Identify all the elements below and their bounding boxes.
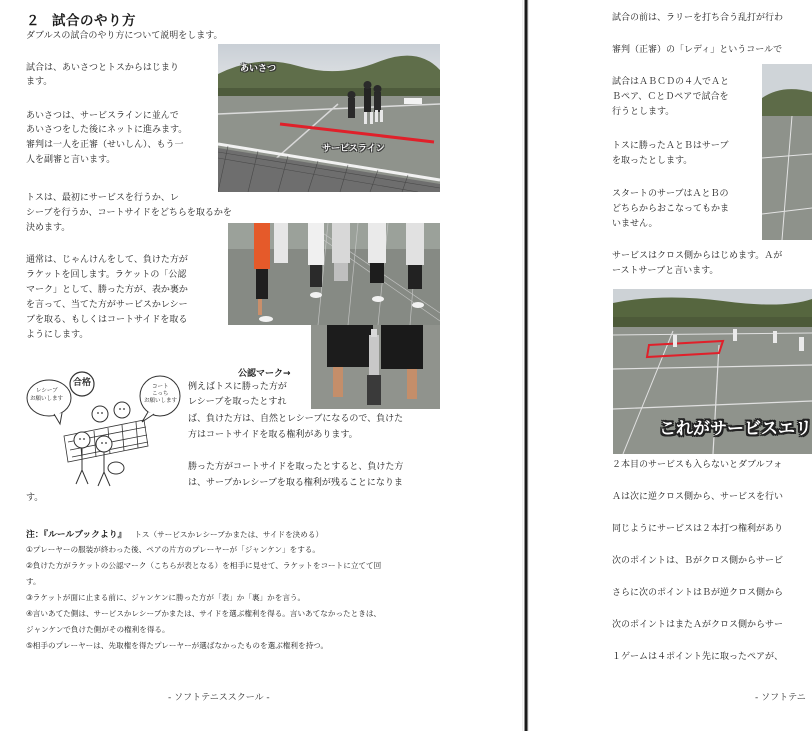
rule-item: ジャンケンで負けた側がその権利を得る。: [26, 625, 170, 634]
p4-line: を言って、当てた方がサービスかレシー: [26, 300, 188, 310]
p2-line: あいさつは、サービスラインに並んで: [26, 111, 179, 121]
right-p3-line: スタートのサーブはＡとＢの: [612, 189, 729, 199]
p5-line: 例えばトスに勝った方が: [188, 382, 287, 392]
p2-line: あいさつをした後にネットに進みます。: [26, 125, 188, 135]
right-after-line: 次のポイントはまたＡがクロス側からサー: [612, 620, 784, 630]
p4-line: ラケットを回します。ラケットの「公認: [26, 270, 187, 280]
right-page: [529, 0, 812, 731]
p6-line: は、サーブかレシーブを取る権利が残ることになりま: [188, 478, 403, 488]
rule-item: す。: [26, 577, 41, 586]
rulebook-subtitle: トス（サービスかレシーブかまたは、サイドを決める）: [134, 530, 324, 539]
right-small-photo: [762, 64, 812, 240]
right-p3-line: どちらからおこなってもかま: [612, 204, 730, 214]
p4-line: マーク」として、勝った方が、表か裏か: [26, 285, 188, 295]
p5-line: ば、負けた方は、自然とレシーブになるので、負けた: [188, 414, 404, 424]
official-mark-caption: 公認マーク→: [238, 369, 291, 379]
greeting-photo: [218, 44, 440, 192]
illus-receive-line: お願いします: [30, 396, 64, 402]
right-p1-line: 行うとします。: [612, 107, 675, 117]
p6-line: す。: [26, 493, 44, 503]
right-p2-line: を取ったとします。: [612, 156, 693, 166]
p3-line: 決めます。: [26, 223, 71, 233]
p4-line: 通常は、じゃんけんをして、負けた方が: [26, 255, 188, 265]
toss-illustration: [24, 366, 184, 490]
right-after-line: 同じようにサービスは２本打つ権利があり: [612, 524, 784, 534]
service-line-label: サービスライン: [322, 144, 385, 154]
p6-line: 勝った方がコートサイドを取ったとすると、負けた方: [188, 462, 404, 472]
p2-line: 審判は一人を正審（せいしん）、もう一: [26, 140, 184, 150]
service-area-photo: [613, 289, 812, 454]
section-heading: [26, 9, 136, 29]
janken-photo: [228, 223, 440, 325]
rule-item: ②負けた方がラケットの公認マーク（こちらが表となる）を相手に見せて、ラケットをコートに立てて回: [26, 561, 382, 570]
page-footer: - ソフトテニススクール -: [168, 693, 270, 703]
right-after-line: １ゲームは４ポイント先に取ったペアが、: [612, 652, 784, 662]
rule-item: ④言いあてた側は、サービスかレシーブかまたは、サイドを選ぶ権利を得る。言いあてなかったときは、: [26, 609, 382, 618]
right-p1-line: Ｂペア、ＣとＤペアで試合を: [612, 92, 729, 102]
p4-line: ようにします。: [26, 330, 89, 340]
p4-line: ブを取る、もしくはコートサイドを取る: [26, 315, 188, 325]
heading-number: ２: [26, 13, 40, 29]
illus-court-line: こっち: [152, 391, 169, 397]
rulebook-title: 注：『ルールブックより』: [26, 530, 127, 540]
right-page-footer: - ソフトテニ: [755, 693, 806, 703]
intro-text: ダブルスの試合のやり方について説明をします。: [26, 31, 223, 41]
rulebook-heading: [26, 527, 323, 540]
p1-line: 試合は、あいさつとトスからはじまり: [26, 63, 179, 73]
rule-item: ③ラケットが面に止まる前に、ジャンケンに勝った方が「表」か「裏」かを言う。: [26, 593, 306, 602]
illus-court-line: コート: [152, 384, 169, 390]
p3-line: シーブを行うか、コートサイドをどちらを取るかを: [26, 208, 232, 218]
right-line: 試合の前は、ラリーを打ち合う乱打が行わ: [612, 13, 784, 23]
p1-line: ます。: [26, 77, 53, 87]
right-small-photo-image: [762, 64, 812, 240]
rule-item: ①プレーヤーの服装が終わった後、ペアの片方のプレーヤーが「ジャンケン」をする。: [26, 545, 320, 554]
p2-line: 人を副審と言います。: [26, 155, 116, 165]
rule-item: ⑤相手のプレーヤーは、先取権を得たプレーヤーが選ばなかったものを選ぶ権利を持つ。: [26, 641, 329, 650]
page-divider: [522, 0, 529, 731]
right-after-line: Ａは次に逆クロス側から、サービスを行い: [612, 492, 784, 502]
p3-line: トスは、最初にサービスを行うか、レ: [26, 193, 179, 203]
illus-court-line: お願いします: [144, 398, 178, 404]
racket-mark-photo: [311, 325, 440, 409]
right-p4-line: サービスはクロス側からはじめます。Ａが: [612, 251, 783, 261]
p5-line: レシーブを取ったとすれ: [188, 397, 287, 407]
service-area-label: これがサービスエリ: [659, 419, 812, 439]
illus-pass-stamp: 合格: [73, 378, 92, 388]
right-after-line: 次のポイントは、Ｂがクロス側からサービ: [612, 556, 784, 566]
janken-photo-image: [228, 223, 440, 325]
right-p1-line: 試合はＡＢＣＤの４人でＡと: [612, 77, 730, 87]
heading-title: 試合のやり方: [52, 13, 136, 29]
right-after-line: ２本目のサービスも入らないとダブルフォ: [612, 460, 783, 470]
right-line: 審判（正審）の「レディ」というコールで: [612, 45, 783, 55]
illus-receive-line: レシーブ: [36, 388, 58, 394]
greeting-label: あいさつ: [240, 64, 277, 74]
p5-line: 方はコートサイドを取る権利があります。: [188, 430, 358, 440]
right-p3-line: いません。: [612, 219, 658, 229]
racket-mark-photo-image: [311, 325, 440, 409]
right-p2-line: トスに勝ったＡとＢはサーブ: [612, 141, 729, 151]
right-p4-line: ーストサーブと言います。: [612, 266, 719, 276]
right-after-line: さらに次のポイントはＢが逆クロス側から: [612, 588, 784, 598]
